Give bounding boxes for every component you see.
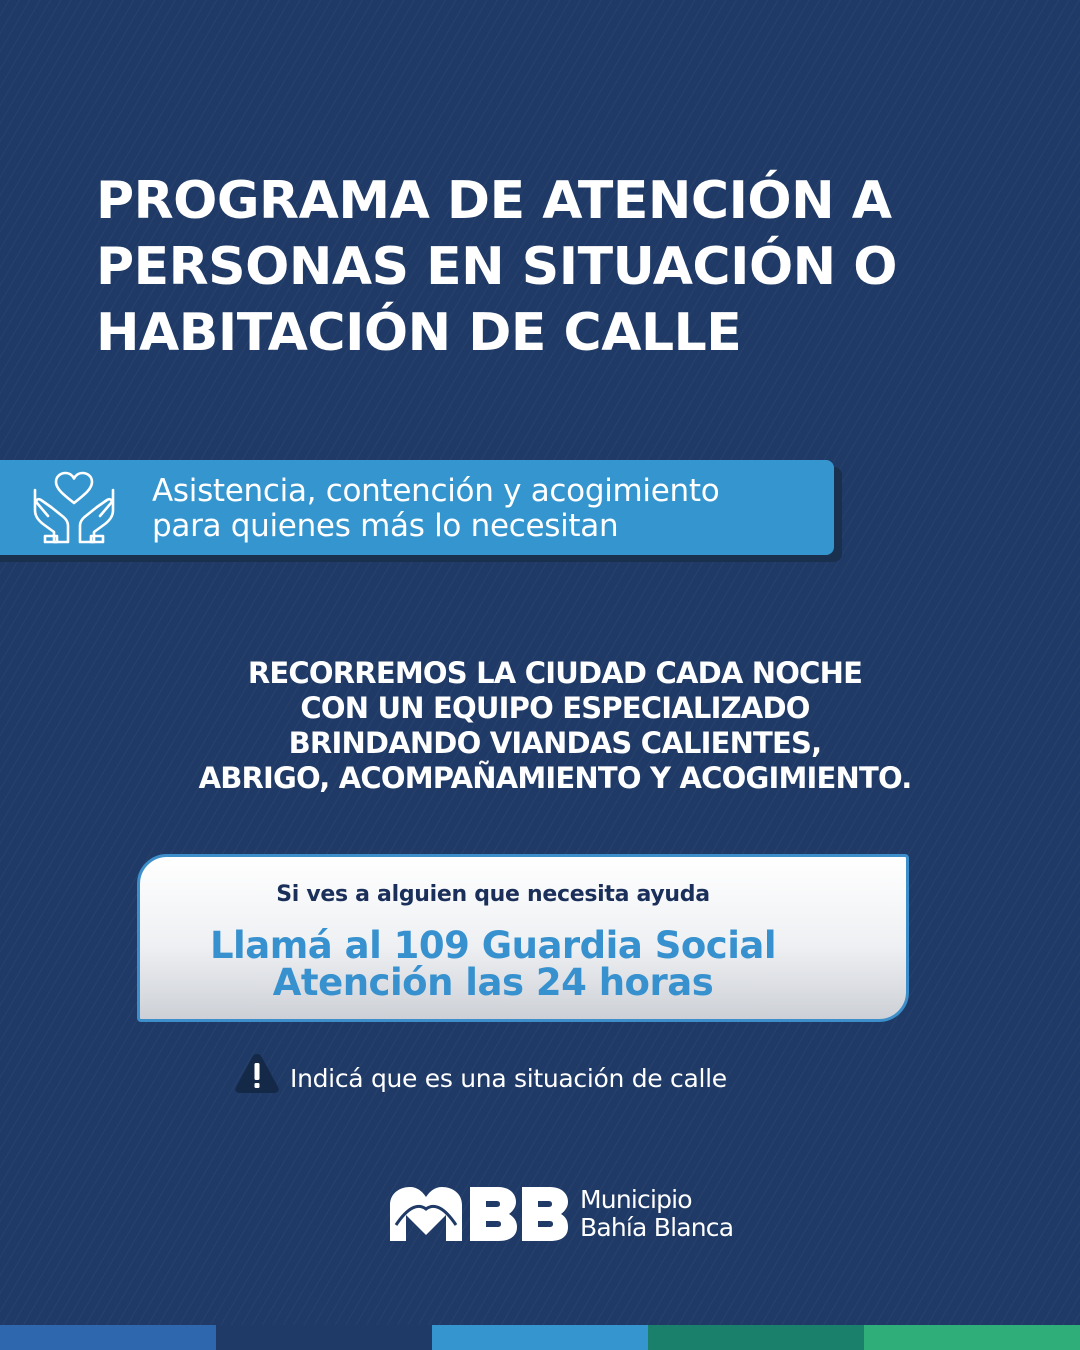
mbb-logo-icon: [388, 1185, 568, 1243]
municipio-logo: [388, 1185, 733, 1243]
title-line-2: PERSONAS EN SITUACIÓN O: [96, 237, 897, 297]
stripe-segment-5: [864, 1325, 1080, 1350]
info-banner: [0, 460, 834, 555]
logo-text: [580, 1186, 733, 1242]
program-description: [0, 656, 1080, 796]
brand-color-stripe: [0, 1325, 1080, 1350]
logo-line-2: Bahía Blanca: [580, 1213, 734, 1242]
warning-text: Indicá que es una situación de calle: [290, 1064, 727, 1093]
logo-line-1: Municipio: [580, 1185, 692, 1214]
warning-icon: [234, 1052, 280, 1094]
call-info: [140, 924, 906, 1004]
banner-line-1: Asistencia, contención y acogimiento: [152, 473, 720, 509]
title-line-3: HABITACIÓN DE CALLE: [96, 303, 742, 363]
hands-heart-icon: [28, 470, 120, 546]
description-line-1: RECORREMOS LA CIUDAD CADA NOCHE: [247, 656, 863, 690]
call-line-1: Llamá al 109 Guardia Social: [209, 924, 777, 967]
stripe-segment-1: [0, 1325, 216, 1350]
title-line-1: PROGRAMA DE ATENCIÓN A: [96, 171, 892, 231]
call-to-action-box: [137, 854, 909, 1022]
help-prompt: Si ves a alguien que necesita ayuda: [276, 882, 710, 907]
stripe-segment-2: [216, 1325, 432, 1350]
description-line-4: ABRIGO, ACOMPAÑAMIENTO Y ACOGIMIENTO.: [198, 761, 912, 795]
call-line-2: Atención las 24 horas: [272, 961, 714, 1004]
page-title: [96, 168, 1016, 366]
banner-line-2: para quienes más lo necesitan: [152, 508, 619, 544]
warning-note: [234, 1052, 727, 1094]
banner-text: [152, 474, 719, 544]
description-line-3: BRINDANDO VIANDAS CALIENTES,: [288, 726, 822, 760]
description-line-2: CON UN EQUIPO ESPECIALIZADO: [300, 691, 810, 725]
stripe-segment-3: [432, 1325, 648, 1350]
stripe-segment-4: [648, 1325, 864, 1350]
